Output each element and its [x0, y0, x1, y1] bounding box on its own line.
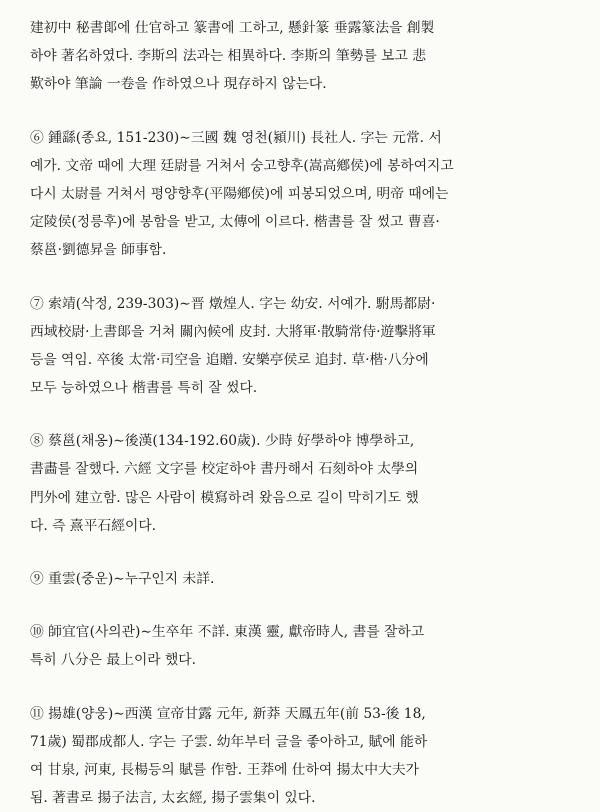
- paragraph-gap: [30, 99, 580, 124]
- text-line: 71歲) 蜀郡成都人. 字는 子雲. 幼年부터 글을 좋아하고, 賦에 能하: [30, 733, 428, 750]
- text-line: 다시 太尉를 거쳐서 평양향후(平陽鄕侯)에 피봉되었으며, 明帝 때에는: [30, 185, 449, 202]
- text-line: 西域校尉·上書郞을 거쳐 關內候에 皮封. 大將軍·散騎常侍·遊擊將軍: [30, 323, 436, 340]
- paragraph-gap: [30, 675, 580, 700]
- text-line: 특히 八分은 最上이라 했다.: [30, 652, 197, 669]
- text-line: 여 甘泉, 河東, 長楊등의 賦를 作함. 王莽에 仕하여 揚太中大夫가: [30, 761, 419, 778]
- paragraph-item-8: [30, 427, 580, 540]
- text-line: 建初中 秘書郞에 仕官하고 篆書에 工하고, 懸針篆 垂露篆法을 創製: [30, 20, 435, 36]
- paragraph-intro: [30, 14, 580, 99]
- text-line: 하야 著名하였다. 李斯의 法과는 相異하다. 李斯의 筆勢를 보고 悲: [30, 48, 427, 65]
- text-line: 다. 즉 熹平石經이다.: [30, 517, 157, 534]
- paragraph-item-9: [30, 565, 580, 593]
- paragraph-item-11: [30, 700, 580, 812]
- text-line: 門外에 建立함. 많은 사람이 模寫하려 왔음으로 길이 막히기도 했: [30, 489, 419, 506]
- paragraph-item-7: [30, 290, 580, 403]
- text-line: ⑥ 鍾繇(종요, 151-230)∼三國 魏 영천(潁川) 長社人. 字는 元常. 서: [30, 129, 442, 146]
- text-line: 예가. 文帝 때에 大理 廷尉를 거쳐서 숭고향후(嵩高鄕侯)에 봉하여지고: [30, 157, 454, 174]
- text-line: 등을 역임. 卒後 太常·司空을 追贈. 安樂亭侯로 追封. 草·楷·八分에: [30, 351, 429, 368]
- text-line: 定陵侯(정릉후)에 봉함을 받고, 太傳에 이르다. 楷書를 잘 썼고 曹喜·: [30, 214, 440, 231]
- text-line: 歎하야 筆論 一卷을 作하였으나 現存하지 않는다.: [30, 76, 327, 93]
- text-line: ⑩ 師宜官(사의관)∼生卒年 不詳. 東漢 靈, 獻帝時人, 書를 잘하고: [30, 624, 425, 641]
- paragraph-gap: [30, 402, 580, 427]
- text-line: ⑨ 重雲(중운)∼누구인지 未詳.: [30, 571, 215, 587]
- paragraph-item-10: [30, 618, 580, 674]
- text-line: 蔡邕·劉德昇을 師事함.: [30, 242, 167, 259]
- paragraph-item-6: [30, 124, 580, 265]
- text-line: 書畵를 잘했다. 六經 文字를 校定하야 書丹해서 石刻하야 太學의: [30, 461, 419, 478]
- text-line: ⑦ 索靖(삭정, 239-303)∼晋 燉煌人. 字는 幼安. 서예가. 駙馬都尉·: [30, 295, 436, 312]
- text-line: ⑪ 揚雄(양웅)∼西漢 宣帝甘露 元年, 新莽 天鳳五年(前 53-後 18,: [30, 705, 426, 722]
- paragraph-gap: [30, 265, 580, 290]
- text-line: ⑧ 蔡邕(채옹)∼後漢(134-192.60歲). 少時 好學하야 博學하고,: [30, 433, 415, 450]
- paragraph-gap: [30, 593, 580, 618]
- text-line: 모두 능하였으나 楷書를 특히 잘 썼다.: [30, 380, 258, 397]
- paragraph-gap: [30, 540, 580, 565]
- text-line: 됨. 著書로 揚子法言, 太玄經, 揚子雲集이 있다.: [30, 790, 316, 807]
